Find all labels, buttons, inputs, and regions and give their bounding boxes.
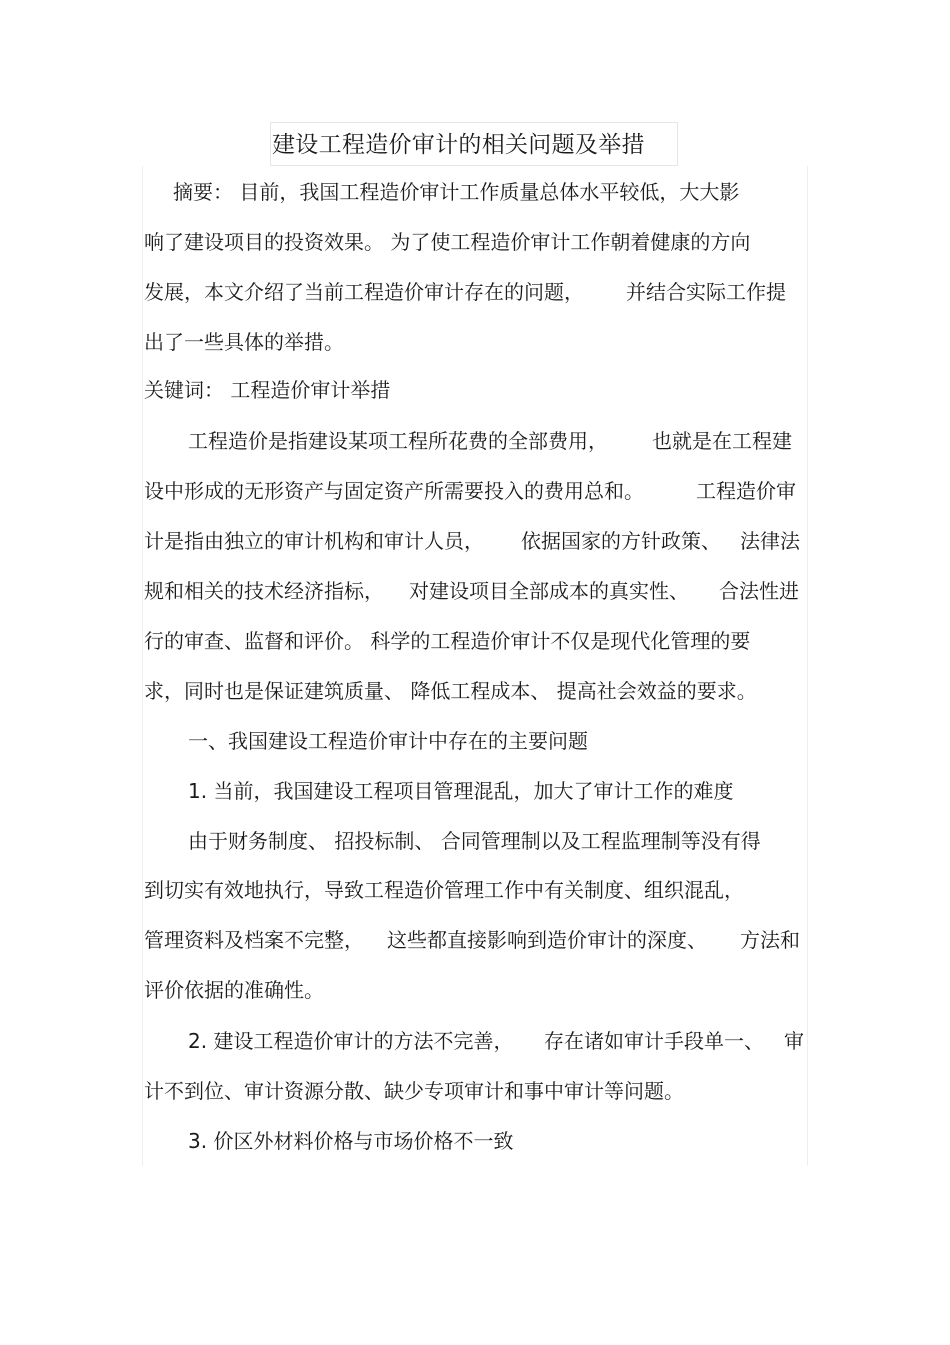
- text-line-9-part-2: 对建设项目全部成本的真实性、: [409, 579, 689, 603]
- text-line-16-part-2: 这些都直接影响到造价审计的深度、: [387, 928, 707, 952]
- text-line-15: 到切实有效地执行，导致工程造价管理工作中有关制度、组织混乱，: [144, 878, 744, 902]
- text-line-3-part-1: 发展，本文介绍了当前工程造价审计存在的问题，: [144, 280, 584, 304]
- text-line-9-part-1: 规和相关的技术经济指标，: [144, 579, 384, 603]
- text-line-6-part-2: 也就是在工程建: [652, 429, 792, 453]
- text-line-18-part-2: 存在诸如审计手段单一、: [544, 1029, 764, 1053]
- text-line-13: 1. 当前，我国建设工程项目管理混乱，加大了审计工作的难度: [188, 779, 734, 803]
- text-line-8-part-3: 法律法: [740, 529, 800, 553]
- text-line-18-part-1: 2. 建设工程造价审计的方法不完善，: [188, 1029, 514, 1053]
- text-line-4: 出了一些具体的举措。: [144, 330, 344, 354]
- text-line-7-part-2: 工程造价审: [696, 479, 796, 503]
- text-line-9-part-3: 合法性进: [719, 579, 799, 603]
- body-frame: [142, 166, 808, 1166]
- text-line-5: 关键词： 工程造价审计举措: [144, 378, 391, 402]
- text-line-11: 求，同时也是保证建筑质量、 降低工程成本、 提高社会效益的要求。: [144, 679, 757, 703]
- text-line-7-part-1: 设中形成的无形资产与固定资产所需要投入的费用总和。: [144, 479, 644, 503]
- text-line-2: 响了建设项目的投资效果。 为了使工程造价审计工作朝着健康的方向: [144, 230, 751, 254]
- text-line-12: 一、我国建设工程造价审计中存在的主要问题: [188, 729, 588, 753]
- document-title: 建设工程造价审计的相关问题及举措: [272, 132, 645, 158]
- text-line-18-part-3: 审: [784, 1029, 804, 1053]
- text-line-1: 摘要： 目前，我国工程造价审计工作质量总体水平较低，大大影: [173, 180, 740, 204]
- text-line-16-part-1: 管理资料及档案不完整，: [144, 928, 364, 952]
- text-line-20: 3. 价区外材料价格与市场价格不一致: [188, 1129, 514, 1153]
- text-line-8-part-1: 计是指由独立的审计机构和审计人员，: [144, 529, 484, 553]
- text-line-10: 行的审查、监督和评价。 科学的工程造价审计不仅是现代化管理的要: [144, 629, 751, 653]
- text-line-19: 计不到位、审计资源分散、缺少专项审计和事中审计等问题。: [144, 1079, 684, 1103]
- text-line-17: 评价依据的准确性。: [144, 978, 324, 1002]
- text-line-8-part-2: 依据国家的方针政策、: [521, 529, 721, 553]
- text-line-16-part-3: 方法和: [740, 928, 800, 952]
- text-line-6-part-1: 工程造价是指建设某项工程所花费的全部费用，: [188, 429, 608, 453]
- text-line-14: 由于财务制度、 招投标制、 合同管理制以及工程监理制等没有得: [188, 829, 761, 853]
- text-line-3-part-2: 并结合实际工作提: [626, 280, 786, 304]
